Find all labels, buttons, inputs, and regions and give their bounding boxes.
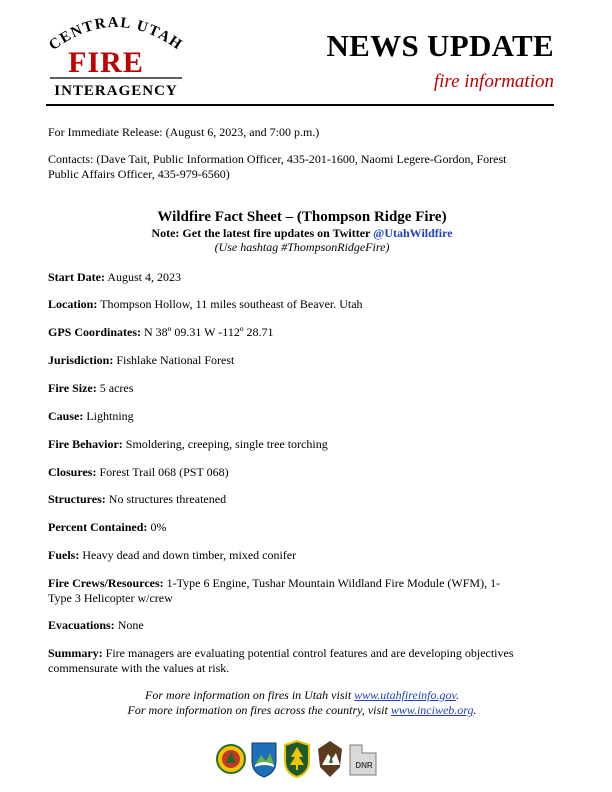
field-label: Fire Crews/Resources: [48,576,164,590]
field-value-continued: Type 3 Helicopter w/crew [48,590,173,605]
field-label: Structures: [48,492,106,506]
field-structures [48,492,556,507]
logo-fire-text: FIRE [68,46,144,79]
field-value: 0% [147,520,167,534]
field-fire-behavior [48,437,556,452]
field-value: Lightning [83,409,134,423]
field-fire-size [48,381,556,396]
contacts-line-1: Contacts: (Dave Tait, Public Information Officer, 435-201-1600, Naomi Legere-Gordon, Forest [48,152,507,166]
inciweb-link[interactable]: www.inciweb.org [390,703,474,717]
contacts-block [48,152,556,181]
field-label: Location: [48,297,98,311]
field-label: Percent Contained: [48,520,148,534]
field-location [48,297,556,312]
field-label: Evacuations: [48,618,115,632]
field-value: Heavy dead and down timber, mixed conifer [79,548,297,562]
utah-info-line [48,688,556,703]
field-gps-coordinates [48,325,556,340]
contacts-line-2: Public Affairs Officer, 435-979-6560) [48,166,230,181]
field-value: Thompson Hollow, 11 miles southeast of Beaver. Utah [97,297,363,311]
national-park-service-arrowhead-icon [315,739,345,779]
field-value: 5 acres [96,381,134,395]
agency-logos [216,737,386,781]
field-label: Summary: [48,646,103,660]
field-summary [48,646,556,675]
field-label: Fire Behavior: [48,437,123,451]
national-info-end: . [473,703,477,717]
field-value: N 38º 09.31 W -112º 28.71 [141,325,274,339]
field-value: Forest Trail 068 (PST 068) [96,465,229,479]
field-fuels [48,548,556,563]
fire-information-subtitle: fire information [433,71,554,92]
dnr-label: DNR [355,761,373,770]
logo-bottom-text: INTERAGENCY [54,83,178,99]
forest-service-shield-icon [282,739,312,779]
field-label: Jurisdiction: [48,353,114,367]
logo-graphic [44,10,186,102]
fact-sheet-title: Wildfire Fact Sheet – (Thompson Ridge Fire) [157,209,447,225]
utah-dnr-icon [348,739,378,779]
header-divider [46,104,554,106]
field-start-date [48,270,556,285]
field-label: Fuels: [48,548,80,562]
field-value-continued: commensurate with the values at risk. [48,660,230,675]
field-label: Fire Size: [48,381,97,395]
blm-shield-icon [249,739,279,779]
field-label: GPS Coordinates: [48,325,141,339]
field-value: 1-Type 6 Engine, Tushar Mountain Wildland Fire Module (WFM), 1- [163,576,501,590]
field-value: None [114,618,144,632]
twitter-note-text: Note: Get the latest fire updates on Twitter [151,226,374,240]
national-info-line [48,703,556,718]
field-value: Fishlake National Forest [113,353,235,367]
field-value: Smoldering, creeping, single tree torching [122,437,328,451]
field-label: Closures: [48,465,97,479]
utah-forestry-fire-state-lands-seal-icon [216,739,246,779]
field-evacuations [48,618,556,633]
field-cause [48,409,556,424]
logo-top-text: CENTRAL UTAH [46,14,186,54]
national-info-text: For more information on fires across the country, visit [127,703,391,717]
utah-info-end: . [455,688,459,702]
field-label: Start Date: [48,270,105,284]
field-label: Cause: [48,409,84,423]
field-fire-crews-resources [48,576,556,605]
field-jurisdiction [48,353,556,368]
central-utah-fire-logo [44,10,186,102]
field-closures [48,465,556,480]
news-update-title: NEWS UPDATE [326,28,554,63]
field-percent-contained [48,520,556,535]
utahfireinfo-link[interactable]: www.utahfireinfo.gov [354,688,456,702]
field-value: No structures threatened [105,492,227,506]
field-value: Fire managers are evaluating potential control features and are developing objectives [102,646,514,660]
hashtag-note: (Use hashtag #ThompsonRidgeFire) [214,240,390,254]
release-line: For Immediate Release: (August 6, 2023, and 7:00 p.m.) [48,125,320,139]
twitter-handle-link[interactable]: @UtahWildfire [373,226,453,240]
field-value: August 4, 2023 [104,270,181,284]
twitter-note [48,226,556,240]
utah-info-text: For more information on fires in Utah visit [145,688,355,702]
